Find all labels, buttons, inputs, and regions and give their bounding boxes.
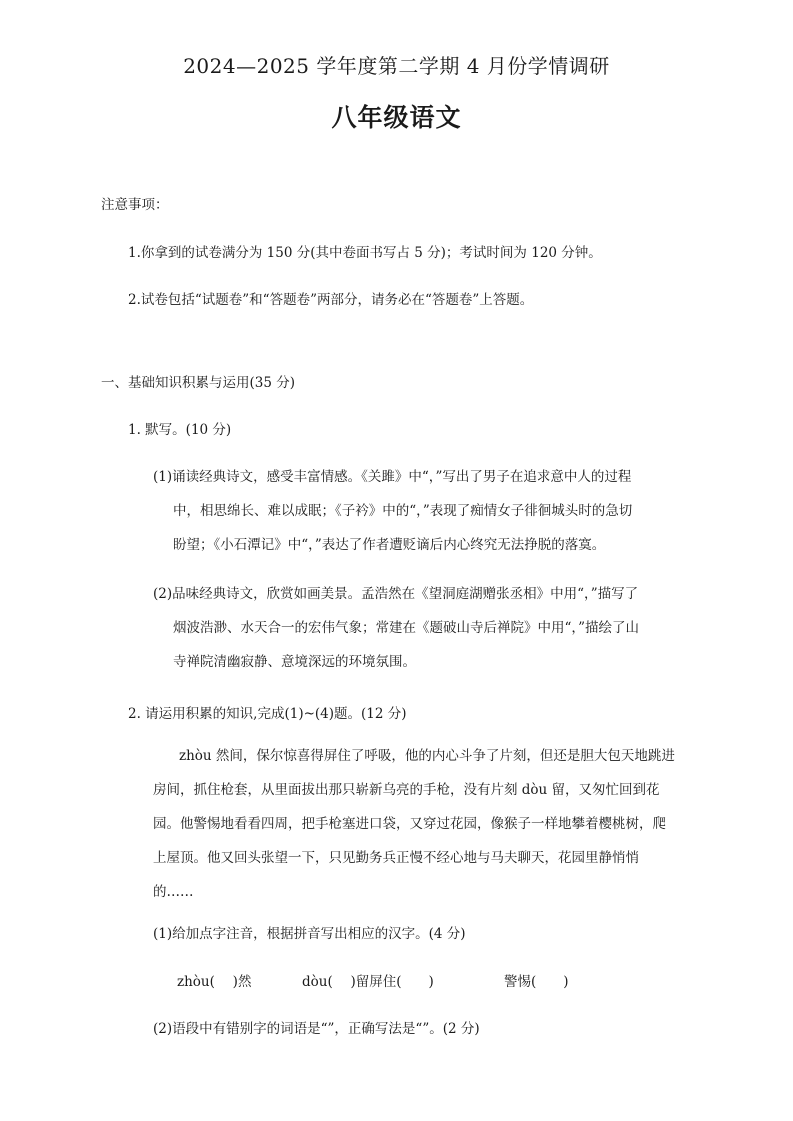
passage-line: 园。他警惕地看看四周，把手枪塞进口袋，又穿过花园，像猴子一样地攀着樱桃树，爬 [153, 816, 666, 832]
question-2-label: 2. 请运用积累的知识,完成(1)~(4)题。(12 分) [128, 706, 407, 722]
question-2-passage [153, 739, 675, 909]
passage-line: zhòu 然间，保尔惊喜得屏住了呼吸，他的内心斗争了片刻，但还是胆大包天地跳进 [179, 748, 675, 764]
pinyin-blanks [177, 970, 569, 990]
question-2-sub-1-label: (1)给加点字注音，根据拼音写出相应的汉字。(4 分) [153, 926, 466, 942]
q1-sub2-line: 寺禅院清幽寂静、意境深远的环境氛围。 [173, 654, 416, 670]
passage-line: 的…… [153, 884, 194, 900]
section-heading: 一、基础知识积累与运用(35 分) [101, 375, 296, 391]
question-1-sub-2 [153, 577, 639, 679]
q1-sub2-line: (2)品味经典诗文，欣赏如画美景。孟浩然在《望洞庭湖赠张丞相》中用“，”描写了 [153, 586, 639, 602]
question-1-sub-1 [153, 460, 632, 562]
exam-title: 2024—2025 学年度第二学期 4 月份学情调研 [183, 54, 610, 78]
passage-line: 房间，抓住枪套，从里面拔出那只崭新乌亮的手枪，没有片刻 dòu 留，又匆忙回到花 [153, 782, 660, 798]
passage-line: 上屋顶。他又回头张望一下，只见勤务兵正慢不经心地与马夫聊天，花园里静悄悄 [153, 850, 639, 866]
notice-item-2: 2.试卷包括“试题卷”和“答题卷”两部分，请务必在“答题卷”上答题。 [128, 292, 534, 308]
notice-heading: 注意事项： [101, 197, 169, 213]
blank-dou-pingzhu[interactable]: dòu( )留屏住( ) [302, 974, 434, 990]
q1-sub2-line: 烟波浩渺、水天合一的宏伟气象；常建在《题破山寺后禅院》中用“，”描绘了山 [173, 620, 640, 636]
notice-item-1: 1.你拿到的试卷满分为 150 分(其中卷面书写占 5 分)；考试时间为 120 分钟。 [128, 245, 602, 261]
blank-jingti[interactable]: 警惕( ) [504, 974, 569, 990]
q1-sub1-line: 中，相思绵长、难以成眠；《子衿》中的“，”表现了痴情女子徘徊城头时的急切 [173, 503, 633, 519]
q1-sub1-line: 盼望；《小石潭记》中“，”表达了作者遭贬谪后内心终究无法挣脱的落寞。 [173, 537, 606, 553]
q1-sub1-line: (1)诵读经典诗文，感受丰富情感。《关雎》中“，”写出了男子在追求意中人的过程 [153, 469, 632, 485]
question-1-label: 1. 默写。(10 分) [128, 422, 232, 438]
exam-subtitle: 八年级语文 [331, 103, 462, 132]
question-2-sub-2-label: (2)语段中有错别字的词语是“”，正确写法是“”。(2 分) [153, 1021, 480, 1037]
blank-zhou[interactable]: zhòu( )然 [177, 974, 252, 990]
